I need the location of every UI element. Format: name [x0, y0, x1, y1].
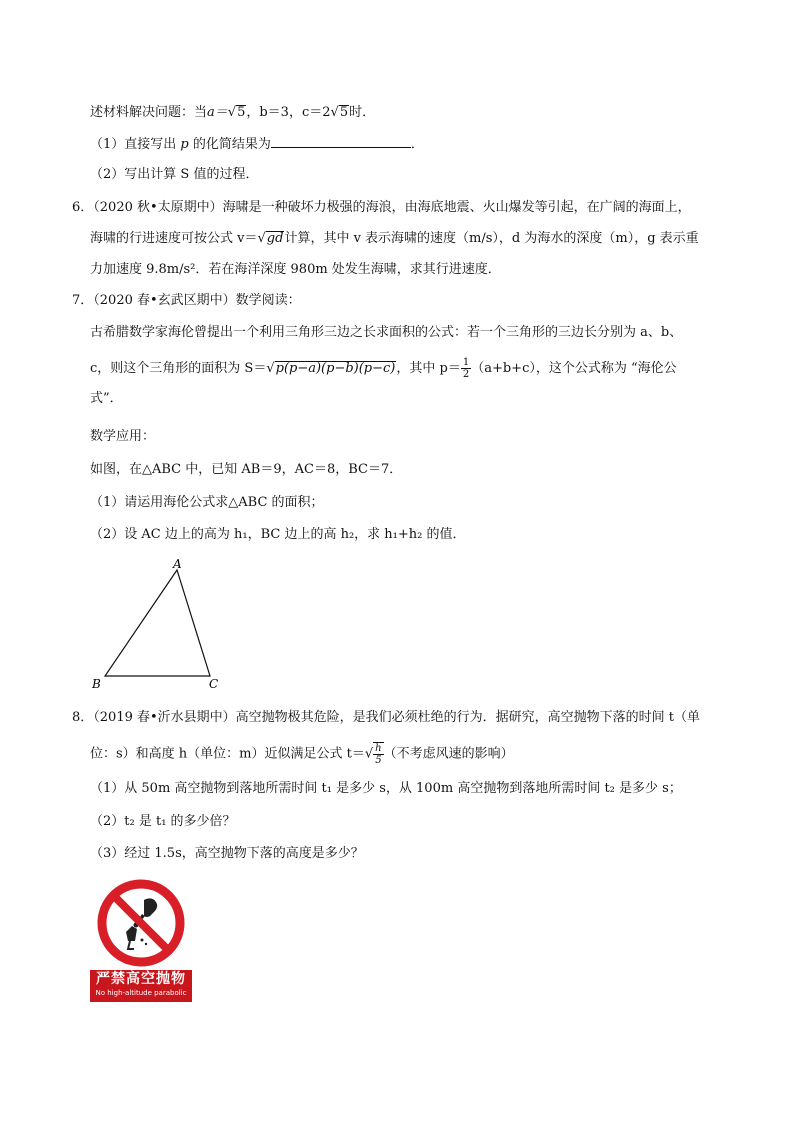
- p7-line6: 如图，在△ABC 中，已知 AB＝9，AC＝8，BC＝7．: [90, 462, 403, 477]
- intro-a-radicand: 5: [237, 105, 246, 120]
- p6-line2: 海啸的行进速度可按公式 v＝√gd计算，其中 v 表示海啸的速度（m/s），d 为海水的深度（m），g 表示重: [90, 231, 699, 246]
- vertex-label-b: B: [92, 677, 101, 691]
- answer-blank[interactable]: [271, 135, 411, 148]
- p6-line2-a: 海啸的行进速度可按公式 v＝: [90, 231, 258, 246]
- p8-line3: （1）从 50m 高空抛物到落地所需时间 t₁ 是多少 s，从 100m 高空抛物到落地所需时间 t₂ 是多少 s；: [90, 781, 682, 796]
- q5-part1-suffix: 的化简结果为: [192, 137, 271, 152]
- p6-radicand: gd: [266, 231, 284, 246]
- h-over-5-fraction: [373, 742, 383, 766]
- sign-label-cn: 严禁高空抛物: [96, 971, 186, 987]
- p7-line3-c: （a+b+c），这个公式称为 “海伦公: [471, 361, 677, 376]
- p7-line7: （1）请运用海伦公式求△ABC 的面积；: [90, 495, 324, 510]
- p8-line4: （2）t₂ 是 t₁ 的多少倍？: [90, 814, 236, 829]
- sign-label-en: No high-altitude parabolic: [95, 989, 187, 997]
- p8-line2: 位：s）和高度 h（单位：m）近似满足公式 t＝√ $\frac{h}{5}$ （不考虑风速的影响）: [90, 743, 514, 766]
- h-denominator: 5: [375, 755, 382, 766]
- p7-line3-b: ，其中 p＝: [396, 361, 461, 376]
- q5-part1-var: p: [180, 137, 189, 152]
- intro-a-eq: a＝: [207, 105, 228, 120]
- p7-line8: （2）设 AC 边上的高为 h₁，BC 边上的高 h₂，求 h₁+h₂ 的值．: [90, 527, 466, 542]
- h-numerator: h: [375, 743, 382, 754]
- p7-line2: 古希腊数学家海伦曾提出一个利用三角形三边之长求面积的公式：若一个三角形的三边长分别为 a、b、: [90, 325, 683, 340]
- intro-prefix: 述材料解决问题：当: [90, 105, 208, 120]
- vertex-label-c: C: [209, 677, 219, 691]
- intro-b-eq: ，b＝3，c＝2: [246, 105, 331, 120]
- p8-line5: （3）经过 1.5s，高空抛物下落的高度是多少？: [90, 846, 364, 861]
- intro-c-radicand: 5: [339, 105, 349, 120]
- p7-line3: c，则这个三角形的面积为 S＝√p(p−a)(p−b)(p−c)，其中 p＝ $\frac{1}{2}$ （a+b+c），这个公式称为 “海伦公: [90, 357, 677, 380]
- p7-line4: 式”．: [90, 391, 123, 406]
- intro-suffix: 时．: [349, 105, 376, 120]
- p7-line5: 数学应用：: [90, 429, 156, 444]
- p6-line2-b: 计算，其中 v 表示海啸的速度（m/s），d 为海水的深度（m），g 表示重: [284, 231, 699, 246]
- q5-part1-end: ．: [410, 137, 424, 152]
- p6-line1: 6．（2020 秋•太原期中）海啸是一种破坏力极强的海浪，由海底地震、火山爆发等引起，在广阔的海面上，: [72, 200, 691, 215]
- p8-line1: 8．（2019 春•沂水县期中）高空抛物极其危险，是我们必须杜绝的行为．据研究，高空抛物下落的时间 t（单: [72, 710, 701, 725]
- p7-line1: 7．（2020 春•玄武区期中）数学阅读：: [72, 293, 301, 308]
- heron-radicand: p(p−a)(p−b)(p−c): [275, 361, 396, 376]
- p7-line3-a: c，则这个三角形的面积为 S＝: [90, 361, 267, 376]
- half-numerator: 1: [462, 357, 470, 368]
- p8-line2-b: （不考虑风速的影响）: [383, 746, 514, 762]
- intro-line: 述材料解决问题：当a＝√5，b＝3，c＝2√5时．: [90, 105, 376, 120]
- no-throwing-sign-icon: [96, 878, 186, 968]
- triangle-figure: [85, 556, 235, 696]
- q5-part1-prefix: （1）直接写出: [90, 137, 177, 152]
- q5-part2: （2）写出计算 S 值的过程．: [90, 167, 259, 182]
- half-denominator: 2: [462, 369, 470, 380]
- triangle-abc: [105, 570, 210, 676]
- sign-label: [90, 970, 192, 1002]
- q5-part1: [90, 135, 424, 154]
- vertex-label-a: A: [173, 557, 182, 571]
- half-fraction: [461, 357, 471, 380]
- p6-line3: 力加速度 9.8m/s²．若在海洋深度 980m 处发生海啸，求其行进速度．: [90, 262, 501, 277]
- p8-line2-a: 位：s）和高度 h（单位：m）近似满足公式 t＝: [90, 746, 365, 762]
